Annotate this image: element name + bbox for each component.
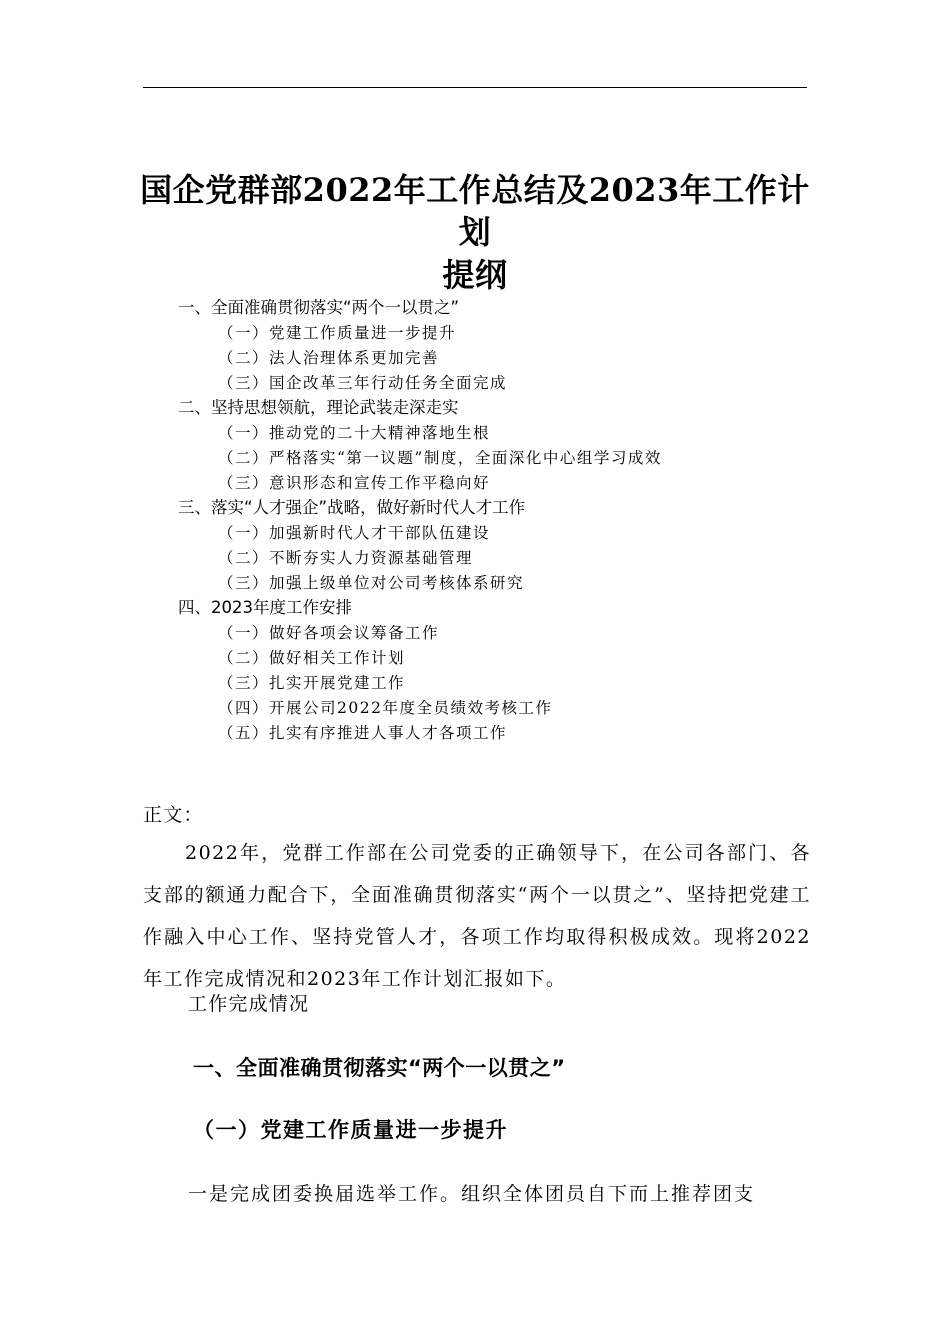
outline-heading: 四、2023年度工作安排 bbox=[178, 598, 352, 617]
subsection-heading: （一）党建工作质量进一步提升 bbox=[193, 1117, 508, 1142]
outline-heading: 二、坚持思想领航，理论武装走深走实 bbox=[178, 398, 459, 417]
intro-paragraph: 2022年，党群工作部在公司党委的正确领导下，在公司各部门、各支部的额通力配合下，全面准确贯彻落实“两个一以贯之”、坚持把党建工作融入中心工作、坚持党管人才，各项工作均取得积极成效。现将2022年工作完成情况和2023年工作计划汇报如下。 bbox=[143, 842, 811, 990]
outline-item: （一）加强新时代人才干部队伍建设 bbox=[218, 524, 491, 542]
document-title-line1: 国企党群部2022年工作总结及2023年工作计 bbox=[140, 171, 810, 209]
outline-item: （二）做好相关工作计划 bbox=[218, 649, 406, 667]
outline-item: （二）不断夯实人力资源基础管理 bbox=[218, 549, 474, 567]
document-title-line2: 划 bbox=[458, 213, 492, 251]
outline-heading: 三、落实“人才强企”战略，做好新时代人才工作 bbox=[178, 498, 526, 517]
outline-item: （二）法人治理体系更加完善 bbox=[218, 349, 440, 367]
outline-item: （一）推动党的二十大精神落地生根 bbox=[218, 424, 491, 442]
outline-item: （四）开展公司2022年度全员绩效考核工作 bbox=[218, 699, 553, 717]
header-rule bbox=[143, 87, 807, 88]
outline-item: （五）扎实有序推进人事人才各项工作 bbox=[218, 724, 508, 742]
outline-item: （三）扎实开展党建工作 bbox=[218, 674, 406, 692]
body-label: 正文： bbox=[143, 804, 204, 826]
section-subtitle: 工作完成情况 bbox=[188, 993, 310, 1015]
outline-item: （一）做好各项会议筹备工作 bbox=[218, 624, 440, 642]
outline-item: （一）党建工作质量进一步提升 bbox=[218, 324, 457, 342]
outline-title: 提纲 bbox=[442, 256, 508, 294]
outline-item: （三）意识形态和宣传工作平稳向好 bbox=[218, 474, 491, 492]
outline-item: （二）严格落实“第一议题”制度，全面深化中心组学习成效 bbox=[218, 449, 662, 467]
outline-item: （三）加强上级单位对公司考核体系研究 bbox=[218, 574, 525, 592]
outline-heading: 一、全面准确贯彻落实“两个一以贯之” bbox=[178, 298, 460, 317]
body-paragraph: 一是完成团委换届选举工作。组织全体团员自下而上推荐团支 bbox=[188, 1183, 756, 1205]
section-heading: 一、全面准确贯彻落实“两个一以贯之” bbox=[193, 1056, 566, 1080]
outline-item: （三）国企改革三年行动任务全面完成 bbox=[218, 374, 508, 392]
